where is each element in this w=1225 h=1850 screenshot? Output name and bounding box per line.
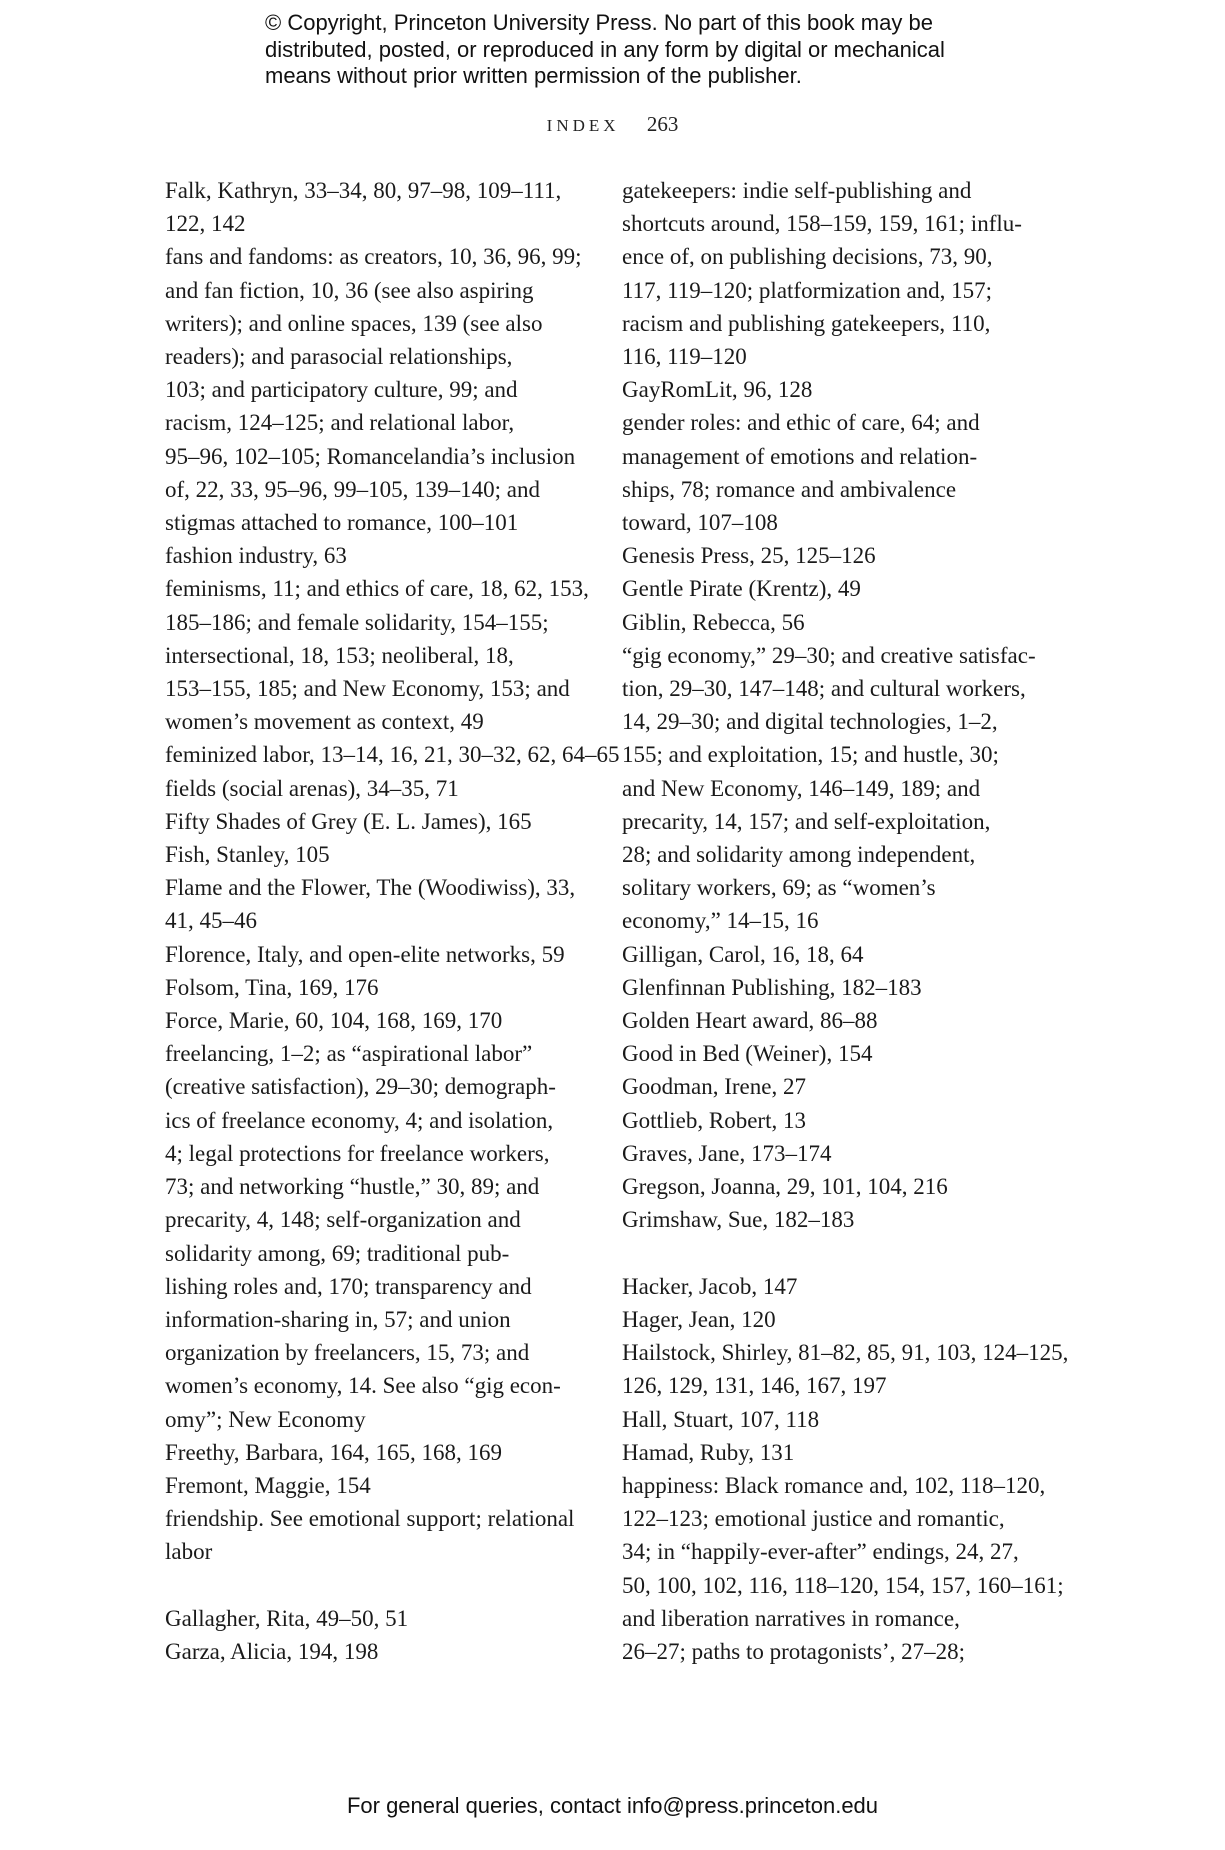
index-column-left [165, 174, 620, 1668]
index-entry-line: 95–96, 102–105; Romancelandia’s inclusion [165, 443, 576, 469]
index-entry-line: Graves, Jane, 173–174 [622, 1140, 832, 1166]
index-entry-line: 126, 129, 131, 146, 167, 197 [622, 1373, 887, 1399]
index-entry-line: 103; and participatory culture, 99; and [165, 377, 518, 403]
index-entry [165, 1436, 580, 1469]
index-entry-line: Florence, Italy, and open-elite networks, 59 [165, 941, 565, 967]
index-entry-line: Gottlieb, Robert, 13 [622, 1107, 806, 1133]
index-entry-line: women’s economy, 14. See also “gig econ- [165, 1373, 561, 1399]
index-entry-line: “gig economy,” 29–30; and creative satisfac- [622, 642, 1036, 668]
index-entry [165, 240, 580, 539]
index-entry-line: happiness: Black romance and, 102, 118–120, [622, 1472, 1046, 1498]
letter-group-gap [165, 1569, 580, 1602]
index-entry-line: 50, 100, 102, 116, 118–120, 154, 157, 160–161; [622, 1572, 1064, 1598]
index-entry [622, 1469, 1064, 1668]
index-entry-line: Fish, Stanley, 105 [165, 842, 330, 868]
index-entry-line: Goodman, Irene, 27 [622, 1074, 806, 1100]
index-entry-line: 117, 119–120; platformization and, 157; [622, 277, 993, 303]
index-entry-line: feminized labor, 13–14, 16, 21, 30–32, 62, 64–65 [165, 742, 620, 768]
copyright-line: © Copyright, Princeton University Press. No part of this book may be [265, 10, 933, 35]
index-entry-line: precarity, 14, 157; and self-exploitation, [622, 808, 991, 834]
index-entry-line: Force, Marie, 60, 104, 168, 169, 170 [165, 1008, 503, 1034]
copyright-line: distributed, posted, or reproduced in any form by digital or mechanical [265, 36, 945, 62]
index-entry [165, 971, 580, 1004]
index-entry-line: Gilligan, Carol, 16, 18, 64 [622, 941, 864, 967]
index-entry-line: solitary workers, 69; as “women’s [622, 875, 936, 901]
index-entry-line: 26–27; paths to protagonists’, 27–28; [622, 1638, 966, 1664]
index-entry [622, 1303, 1042, 1336]
index-entry-line: fans and fandoms: as creators, 10, 36, 96, 99; [165, 244, 582, 270]
index-entry [622, 1037, 1042, 1070]
index-entry-line: (creative satisfaction), 29–30; demograph- [165, 1074, 556, 1100]
index-column-right [622, 174, 1069, 1668]
index-entry-line: gatekeepers: indie self-publishing and [622, 178, 972, 203]
index-entry-line: and liberation narratives in romance, [622, 1605, 960, 1631]
index-entry-line: 14, 29–30; and digital technologies, 1–2, [622, 709, 998, 735]
index-entry-line: freelancing, 1–2; as “aspirational labor” [165, 1041, 533, 1067]
copyright-notice [265, 10, 1025, 90]
index-entry-line: 34; in “happily-ever-after” endings, 24, 27, [622, 1539, 1019, 1565]
index-entry-line: of, 22, 33, 95–96, 99–105, 139–140; and [165, 476, 541, 502]
index-entry [622, 971, 1042, 1004]
running-head-label: INDEX [546, 116, 620, 135]
index-entry-line: Folsom, Tina, 169, 176 [165, 974, 379, 1000]
index-entry-line: 28; and solidarity among independent, [622, 842, 976, 868]
index-entry-line: Fifty Shades of Grey (E. L. James), 165 [165, 808, 532, 834]
index-entry-line: Gregson, Joanna, 29, 101, 104, 216 [622, 1174, 948, 1200]
index-entry-line: friendship. See emotional support; relational [165, 1506, 575, 1532]
index-entry [622, 1170, 1042, 1203]
index-entry-line: economy,” 14–15, 16 [622, 908, 819, 934]
index-entry-line: feminisms, 11; and ethics of care, 18, 62, 153, [165, 576, 589, 602]
index-entry [622, 639, 1042, 938]
index-entry [622, 1403, 1042, 1436]
index-entry-line: Genesis Press, 25, 125–126 [622, 543, 876, 569]
index-entry-line: Falk, Kathryn, 33–34, 80, 97–98, 109–111, [165, 178, 562, 203]
index-entry-line: fields (social arenas), 34–35, 71 [165, 775, 459, 801]
index-entry-line: labor [165, 1539, 213, 1565]
index-entry [622, 1336, 1069, 1402]
index-entry [622, 938, 1042, 971]
index-entry [165, 1004, 580, 1037]
index-entry-line: Hager, Jean, 120 [622, 1306, 776, 1332]
index-entry-line: and New Economy, 146–149, 189; and [622, 775, 981, 801]
index-entry-line: Hall, Stuart, 107, 118 [622, 1406, 820, 1432]
index-entry [165, 805, 580, 838]
index-entry [165, 539, 580, 572]
index-entry-line: women’s movement as context, 49 [165, 709, 484, 735]
index-entry [622, 373, 1042, 406]
index-entry-line: 41, 45–46 [165, 908, 257, 934]
page-number: 263 [646, 112, 679, 136]
index-entry-line: solidarity among, 69; traditional pub- [165, 1240, 510, 1266]
index-entry-line: 4; legal protections for freelance workers, [165, 1140, 550, 1166]
index-entry-line: Gallagher, Rita, 49–50, 51 [165, 1605, 409, 1631]
index-entry-line: stigmas attached to romance, 100–101 [165, 510, 519, 536]
index-entry-line: Hailstock, Shirley, 81–82, 85, 91, 103, 124–125, [622, 1340, 1069, 1366]
index-entry [622, 572, 1042, 605]
index-entry-line: 122–123; emotional justice and romantic, [622, 1506, 1005, 1532]
index-entry-line: Flame and the Flower, The (Woodiwiss), 33, [165, 875, 576, 901]
index-entry [165, 738, 620, 771]
index-entry [622, 1436, 1042, 1469]
index-entry-line: omy”; New Economy [165, 1406, 366, 1432]
index-entry-line: lishing roles and, 170; transparency and [165, 1273, 532, 1299]
index-entry-line: Golden Heart award, 86–88 [622, 1008, 878, 1034]
index-entry [165, 1037, 580, 1435]
index-entry-line: tion, 29–30, 147–148; and cultural workers, [622, 676, 1026, 702]
index-entry-line: Hamad, Ruby, 131 [622, 1439, 795, 1465]
index-entry-line: ence of, on publishing decisions, 73, 90, [622, 244, 993, 270]
index-entry-line: Fremont, Maggie, 154 [165, 1472, 371, 1498]
index-entry-line: intersectional, 18, 153; neoliberal, 18, [165, 642, 514, 668]
index-entry [165, 174, 580, 240]
index-entry-line: Garza, Alicia, 194, 198 [165, 1638, 379, 1664]
index-entry-line: Gentle Pirate (Krentz), 49 [622, 576, 861, 602]
index-entry [622, 174, 1042, 373]
index-entry-line: Grimshaw, Sue, 182–183 [622, 1207, 855, 1233]
index-entry-line: management of emotions and relation- [622, 443, 978, 469]
index-entry [622, 406, 1042, 539]
index-entry-line: information-sharing in, 57; and union [165, 1306, 511, 1332]
index-entry [165, 1635, 580, 1668]
index-entry [622, 1137, 1042, 1170]
index-entry [622, 1270, 1042, 1303]
footer-contact: For general queries, contact info@press.princeton.edu [346, 1793, 879, 1818]
index-entry [165, 938, 580, 971]
running-head [0, 112, 1225, 137]
index-entry-line: writers); and online spaces, 139 (see also [165, 310, 543, 336]
index-entry-line: ics of freelance economy, 4; and isolation, [165, 1107, 554, 1133]
index-entry-line: racism, 124–125; and relational labor, [165, 410, 515, 436]
index-entry [622, 606, 1042, 639]
index-entry [165, 572, 589, 738]
index-entry-line: gender roles: and ethic of care, 64; and [622, 410, 980, 436]
index-entry [622, 1104, 1042, 1137]
index-entry-line: fashion industry, 63 [165, 543, 347, 569]
index-entry [165, 838, 580, 871]
index-entry-line: toward, 107–108 [622, 510, 778, 536]
index-entry [165, 772, 580, 805]
index-entry-line: organization by freelancers, 15, 73; and [165, 1340, 530, 1366]
index-entry-line: ships, 78; romance and ambivalence [622, 476, 957, 502]
index-entry [622, 1004, 1042, 1037]
index-entry-line: and fan fiction, 10, 36 (see also aspiring [165, 277, 534, 303]
index-entry-line: Giblin, Rebecca, 56 [622, 609, 805, 635]
index-entry-line: GayRomLit, 96, 128 [622, 377, 813, 403]
index-entry-line: Hacker, Jacob, 147 [622, 1273, 798, 1299]
index-entry [622, 539, 1042, 572]
index-entry-line: 122, 142 [165, 211, 246, 237]
index-entry [165, 1502, 580, 1568]
index-entry-line: 185–186; and female solidarity, 154–155; [165, 609, 549, 635]
index-entry-line: readers); and parasocial relationships, [165, 344, 513, 370]
index-entry-line: precarity, 4, 148; self-organization and [165, 1207, 521, 1233]
index-entry-line: Good in Bed (Weiner), 154 [622, 1041, 873, 1067]
index-entry-line: Freethy, Barbara, 164, 165, 168, 169 [165, 1439, 503, 1465]
index-entry [165, 871, 580, 937]
index-entry-line: 73; and networking “hustle,” 30, 89; and [165, 1174, 540, 1200]
index-entry-line: 155; and exploitation, 15; and hustle, 30; [622, 742, 999, 768]
index-entry-line: Glenfinnan Publishing, 182–183 [622, 974, 922, 1000]
index-entry [622, 1203, 1042, 1236]
index-entry-line: 153–155, 185; and New Economy, 153; and [165, 676, 570, 702]
letter-group-gap [622, 1237, 1042, 1270]
index-entry [165, 1469, 580, 1502]
index-entry-line: racism and publishing gatekeepers, 110, [622, 310, 991, 336]
index-entry-line: shortcuts around, 158–159, 159, 161; influ- [622, 211, 1022, 237]
index-entry [165, 1602, 580, 1635]
copyright-line: means without prior written permission of the publisher. [265, 63, 802, 88]
index-entry-line: 116, 119–120 [622, 344, 747, 370]
index-entry [622, 1070, 1042, 1103]
